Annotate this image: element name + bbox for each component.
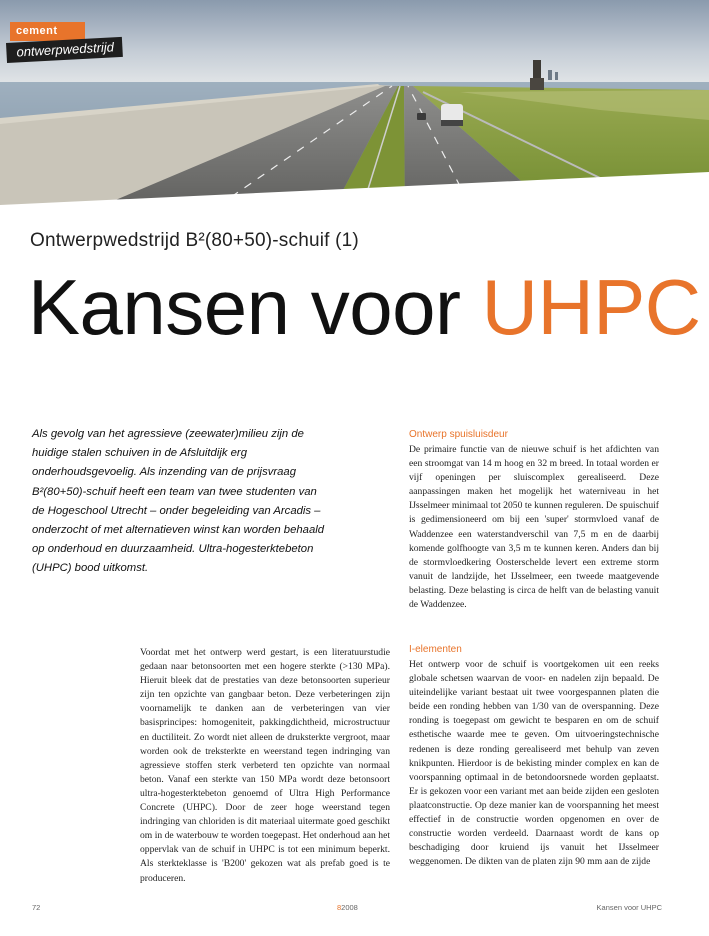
body-column-left [140,646,390,886]
body-paragraph: Voordat met het ontwerp werd gestart, is een literatuurstudie gedaan naar betonsoorten met een hogere sterkte (>130 MPa). Hieruit bleek dat de prestaties van deze betonsoorten superieur zijn ten opzichte van gangbaar beton. Deze verbeteringen zijn voornamelijk te danken aan de verbeteringen van vier basisprincipes: homogeniteit, pakkingdichtheid, microstructuur en ductiliteit. Zo wordt niet alleen de druksterkte vergroot, maar worden ook de treksterkte en weerstand tegen indringing van agressieve stoffen sterk verbeterd ten opzichte van normaal beton. Vanaf een sterkte van 150 MPa wordt deze betonsoort ultra-hogesterktebeton genoemd of Ultra High Performance Concrete (UHPC). Door de zeer hoge weerstand tegen indringing van chloriden is dit materiaal uitermate goed geschikt om in de waterbouw te worden toegepast. Het onderhoud aan het oppervlak van de schuif in UHPC is tot een minimum beperkt. Als sterkteklasse is 'B200' gekozen wat als prefab goed is te produceren. [140,647,390,884]
section-heading: Ontwerp spuisluisdeur [409,429,508,440]
section-heading: I-elementen [409,644,462,655]
section-i-elementen [409,643,659,869]
title-main: Kansen voor [28,263,461,351]
running-title: Kansen voor UHPC [596,903,662,912]
section-paragraph: Het ontwerp voor de schuif is voortgekomen uit een reeks globale schetsen waarvan de voor- en nadelen zijn bepaald. De uiteindelijke variant bestaat uit twee voorgespannen platen die beide een ronding hebben van 1/30 van de overspanning. Deze ronding is toegepast om gewicht te besparen en om de schuif esthetische waarde mee te geven. Om uitvoeringstechnische redenen is deze ronding gerealiseerd met behulp van zeven knikpunten. Hierdoor is de bekisting minder complex en kan de voorspanning optimaal in de betondoorsnede worden geplaatst. Er is gekozen voor een variant met aan beide zijden een gesloten plaatconstructie. Op deze manier kan de voorspanning het meest effectief in de constructie worden opgenomen en over de constructie worden verdeeld. Daarnaast wordt de kans op beschadiging door kruiend ijs vanuit het IJsselmeer weggenomen. De dikten van de platen zijn 90 mm aan de zijde [409,659,659,868]
article-intro: Als gevolg van het agressieve (zeewater)milieu zijn de huidige stalen schuiven in de Afsluitdijk erg onderhoudsgevoelig. Als inzending van de prijsvraag B²(80+50)-schuif heeft een team van twee studenten van de Hogeschool Utrecht – onder begeleiding van Arcadis – onderzocht of met alternatieven winst kan worden behaald op onderhoud en duurzaamheid. Ultra-hogesterktebeton (UHPC) bood uitkomst. [32,428,325,575]
magazine-logo: cement [10,22,85,41]
section-tag: ontwerpwedstrijd [6,37,122,63]
issue-number: 8 [337,903,342,912]
section-ontwerp-spuisluisdeur [409,428,659,612]
hero-photo-afsluitdijk [0,0,709,215]
title-accent: UHPC [481,263,701,351]
issue-year: 2008 [341,903,358,912]
article-title [28,262,701,352]
section-paragraph: De primaire functie van de nieuwe schuif is het afdichten van een stroomgat van 14 m hoog en 32 m breed. In totaal worden er vijf openingen per sluiscomplex gerealiseerd. Deze aanpassingen maken het mogelijk het waterniveau in het IJsselmeer minimaal tot 2050 te kunnen reguleren. De spuischuif is gedimensioneerd om bij een 'super' stormvloed vanaf de Waddenzee een waterstandverschil van 7,5 m en de daarbij komende golfhoogte van 3,5 m te kunnen keren. Anders dan bij de stormvloedkering Oosterschelde levert een extreme storm vanuit de landzijde, het IJsselmeer, een tweede maatgevende belasting. Deze belasting is circa de helft van de belasting vanuit de Waddenzee. [409,444,659,611]
article-subtitle: Ontwerpwedstrijd B²(80+50)-schuif (1) [30,230,359,251]
issue-label [337,903,358,912]
page-number: 72 [32,903,41,912]
